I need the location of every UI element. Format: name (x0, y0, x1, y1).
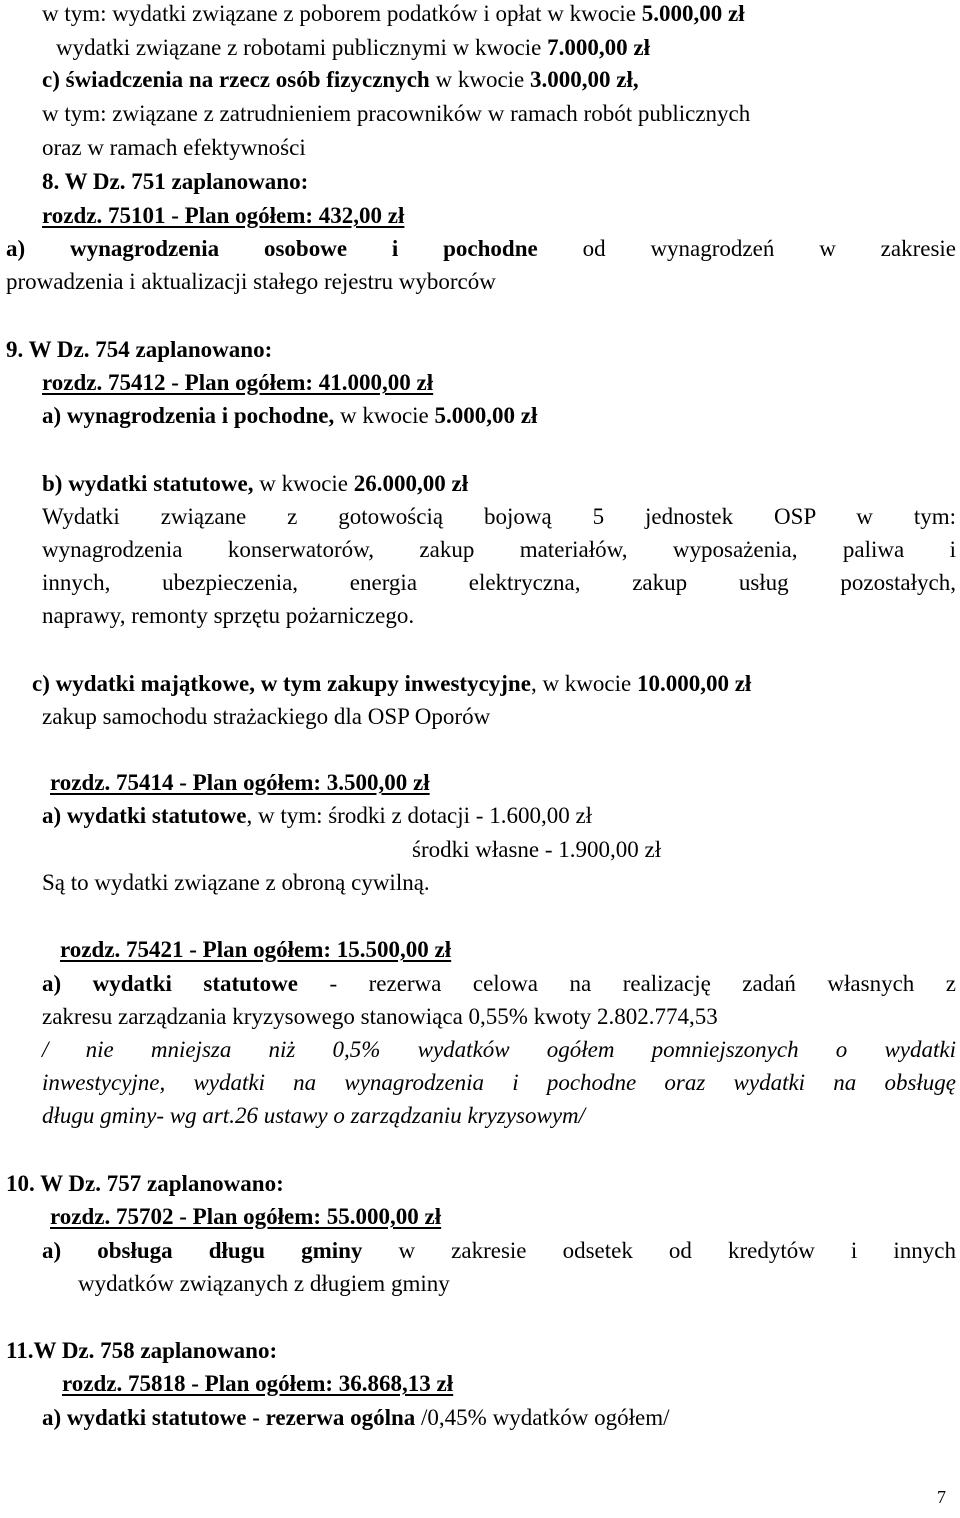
text-line: a) wydatki statutowe - rezerwa celowa na realizację zadań własnych z (42, 971, 956, 996)
section-subheading: rozdz. 75412 - Plan ogółem: 41.000,00 zł (42, 370, 434, 395)
section-subheading: rozdz. 75702 - Plan ogółem: 55.000,00 zł (50, 1204, 442, 1229)
text-line: a) wynagrodzenia osobowe i pochodne od wynagrodzeń w zakresie (6, 236, 956, 261)
text-line: wynagrodzenia konserwatorów, zakup materiałów, wyposażenia, paliwa i (42, 537, 956, 562)
text-line: c) wydatki majątkowe, w tym zakupy inwestycyjne, w kwocie 10.000,00 zł (32, 671, 752, 696)
section-subheading: rozdz. 75818 - Plan ogółem: 36.868,13 zł (62, 1371, 454, 1396)
text-line: inwestycyjne, wydatki na wynagrodzenia i pochodne oraz wydatki na obsługę (42, 1070, 956, 1095)
section-heading: 9. W Dz. 754 zaplanowano: (6, 337, 273, 362)
section-subheading: rozdz. 75421 - Plan ogółem: 15.500,00 zł (60, 937, 452, 962)
text-line: Są to wydatki związane z obroną cywilną. (42, 870, 430, 895)
text-line: b) wydatki statutowe, w kwocie 26.000,00 zł (42, 471, 469, 496)
text-line: a) wydatki statutowe - rezerwa ogólna /0,45% wydatków ogółem/ (42, 1405, 670, 1430)
text-line: prowadzenia i aktualizacji stałego rejestru wyborców (6, 269, 496, 294)
section-heading: 8. W Dz. 751 zaplanowano: (42, 169, 309, 194)
text-line: / nie mniejsza niż 0,5% wydatków ogółem pomniejszonych o wydatki (42, 1037, 956, 1062)
text-line: zakup samochodu strażackiego dla OSP Oporów (42, 704, 491, 729)
text-line: innych, ubezpieczenia, energia elektryczna, zakup usług pozostałych, (42, 570, 956, 595)
section-heading: 11.W Dz. 758 zaplanowano: (6, 1338, 278, 1363)
text-line: wydatki związane z robotami publicznymi w kwocie 7.000,00 zł (56, 35, 651, 60)
text-line: zakresu zarządzania kryzysowego stanowiąca 0,55% kwoty 2.802.774,53 (42, 1004, 718, 1029)
text-line: a) wynagrodzenia i pochodne, w kwocie 5.000,00 zł (42, 403, 538, 428)
text-line: a) obsługa długu gminy w zakresie odsetek od kredytów i innych (42, 1238, 956, 1263)
text-line: środki własne - 1.900,00 zł (412, 837, 662, 862)
text-line: długu gminy- wg art.26 ustawy o zarządzaniu kryzysowym/ (42, 1103, 586, 1128)
section-subheading: rozdz. 75414 - Plan ogółem: 3.500,00 zł (50, 770, 430, 795)
text-line: w tym: wydatki związane z poborem podatków i opłat w kwocie 5.000,00 zł (42, 1, 745, 26)
section-heading: 10. W Dz. 757 zaplanowano: (6, 1171, 284, 1196)
text-line: a) wydatki statutowe, w tym: środki z dotacji - 1.600,00 zł (42, 803, 593, 828)
text-line: Wydatki związane z gotowością bojową 5 jednostek OSP w tym: (42, 504, 956, 529)
text-line: oraz w ramach efektywności (42, 135, 306, 160)
section-subheading: rozdz. 75101 - Plan ogółem: 432,00 zł (42, 203, 405, 228)
text-line: c) świadczenia na rzecz osób fizycznych w kwocie 3.000,00 zł, (42, 67, 639, 92)
text-line: naprawy, remonty sprzętu pożarniczego. (42, 603, 415, 628)
page-number: 7 (937, 1487, 946, 1507)
text-line: wydatków związanych z długiem gminy (78, 1271, 450, 1296)
text-line: w tym: związane z zatrudnieniem pracowników w ramach robót publicznych (42, 101, 751, 126)
